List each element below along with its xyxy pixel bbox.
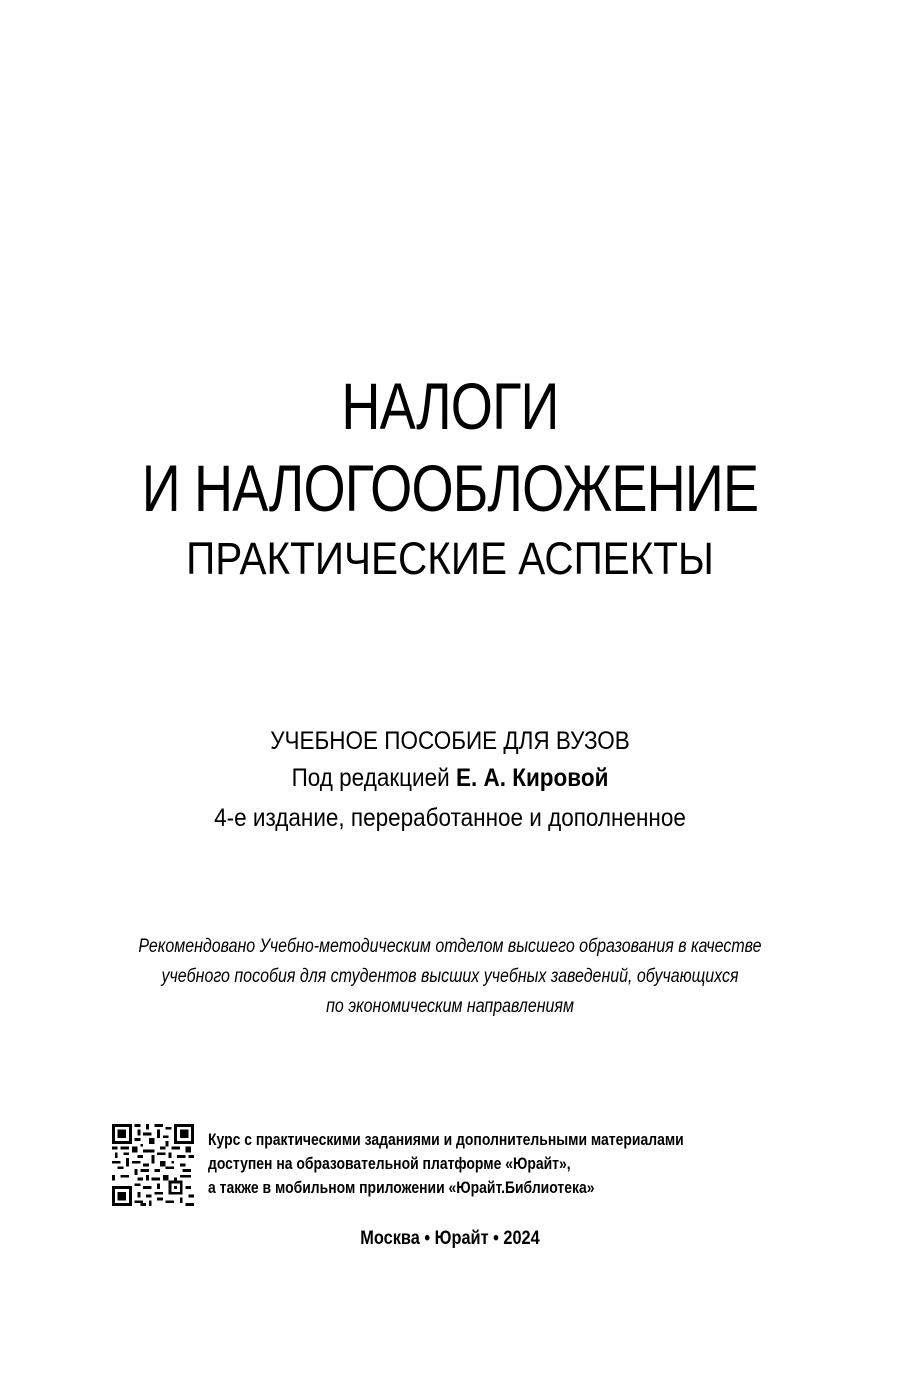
editor-line: [45, 761, 855, 795]
book-title-line-1: НАЛОГИ: [341, 369, 559, 443]
publisher-imprint: Москва • Юрайт • 2024: [360, 1228, 540, 1249]
course-note-line-2: доступен на образовательной платформе «Юрайт»,: [208, 1154, 571, 1173]
book-type: УЧЕБНОЕ ПОСОБИЕ ДЛЯ ВУЗОВ: [270, 727, 630, 755]
course-note-line-3: а также в мобильном приложении «Юрайт.Библиотека»: [208, 1178, 595, 1197]
book-title-line-2: И НАЛОГООБЛОЖЕНИЕ: [141, 451, 759, 525]
course-note-line-1: Курс с практическими заданиями и дополнительными материалами: [208, 1130, 684, 1149]
editor-prefix: Под редакцией: [291, 764, 450, 792]
recommendation-line-2: учебного пособия для студентов высших учебных заведений, обучающихся: [161, 965, 739, 987]
recommendation-line-1: Рекомендовано Учебно-методическим отделом высшего образования в качестве: [138, 935, 762, 957]
course-note: [208, 1128, 700, 1200]
edition-info: 4-е издание, переработанное и дополненное: [214, 804, 686, 832]
editor-name: Е. А. Кировой: [455, 764, 609, 792]
book-subtitle: ПРАКТИЧЕСКИЕ АСПЕКТЫ: [186, 533, 714, 584]
recommendation-line-3: по экономическим направлениям: [326, 995, 574, 1017]
qr-code-icon: [112, 1124, 194, 1206]
